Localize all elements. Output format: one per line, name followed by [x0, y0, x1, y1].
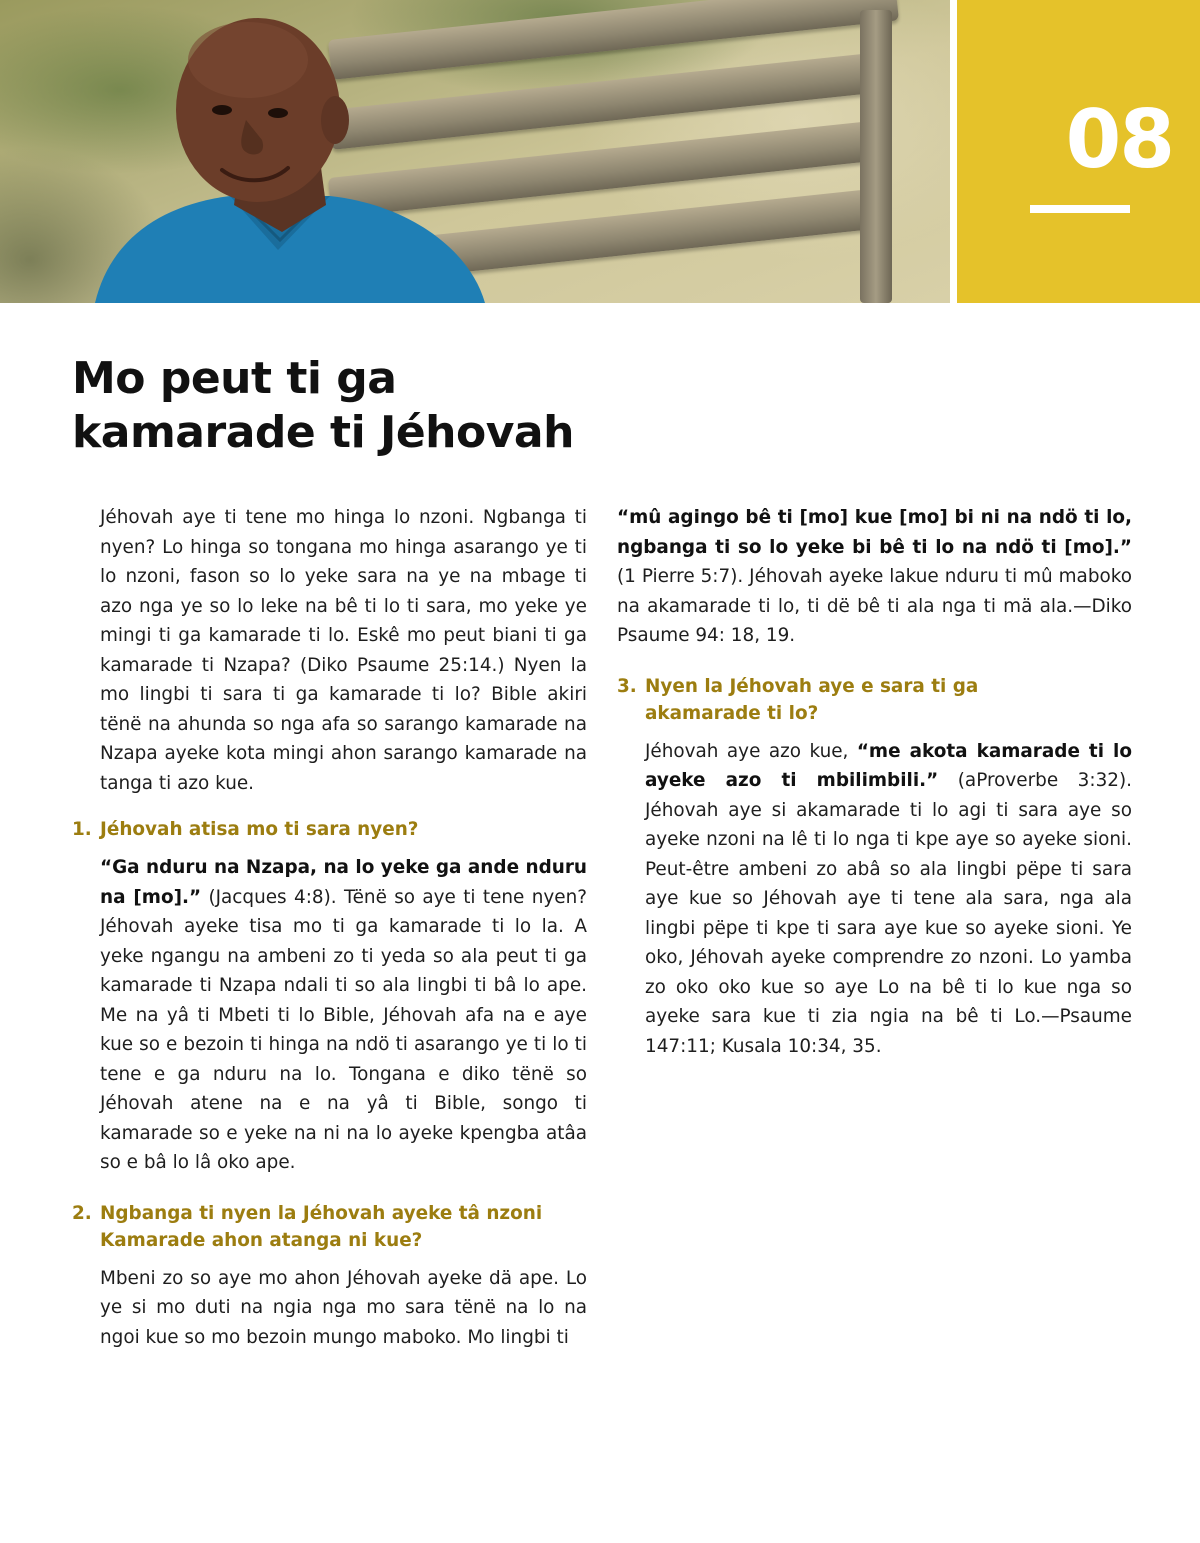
question-text-line-1: Nyen la Jéhovah aye e sara ti ga	[645, 675, 979, 697]
question-number: 1.	[72, 819, 92, 840]
answer-text: Jéhovah aye azo kue,	[645, 740, 857, 762]
answer-text: (Jacques 4:8). Tënë so aye ti tene nyen? Jéhovah ayeke tisa mo ti ga kamarade ti lo la. A yeke ngangu na ambeni zo ti yeda so ala peut ti ga kamarade ti Nzapa ndali ti so ala lingbi ti bâ lo ape. Me na yâ ti Mbeti ti lo Bible, Jéhovah afa na e aye kue so e bezoin ti hinga na ndö ti asarango ye ti lo ti tene e ga nduru na lo. Tongana e diko tënë so Jéhovah atene na e na yâ ti Bible, songo ti kamarade so e yeke na ni na lo ayeke kpengba atâa so e bâ lo lâ oko ape.	[100, 886, 587, 1173]
smiling-man-illustration	[0, 0, 950, 303]
answer-paragraph-2-cont	[617, 503, 1132, 651]
left-column	[72, 503, 587, 1352]
chapter-number: 08	[1065, 93, 1173, 186]
chapter-badge	[957, 0, 1200, 303]
right-column	[617, 503, 1132, 1061]
scripture-quote: “mû agingo bê ti [mo] kue [mo] bi ni na ndö ti lo, ngbanga ti so lo yeke bi bê ti lo na ndö ti [mo].”	[617, 507, 1132, 558]
question-text-line-2: Kamarade ahon atanga ni kue?	[100, 1229, 423, 1251]
answer-text: (1 Pierre 5:7). Jéhovah ayeke lakue nduru ti mû maboko na akamarade ti lo, ti dë bê ti ala nga ti mä ala.—Diko Psaume 94: 18, 19.	[617, 566, 1132, 646]
question-number: 3.	[617, 675, 637, 697]
question-2	[72, 1200, 587, 1254]
title-line-1: Mo peut ti ga	[72, 353, 397, 404]
answer-text: (aProverbe 3:32). Jéhovah aye si akamarade ti lo agi ti sara aye so ayeke nzoni na lê ti lo nga ti kpe aye so ayeke sioni. Peut-être ambeni zo abâ so ala lingbi pëpe ti sara aye kue so Jéhovah aye ti tene ala sara, nga ala lingbi pëpe ti kpe ti sara aye kue so ayeke sioni. Ye oko, Jéhovah ayeke comprendre zo nzoni. Lo yamba zo oko oko kue so aye Lo na bê ti lo kue nga so ayeke sara kue ti zia ngia na bê ti Lo.—Psaume 147:11; Kusala 10:34, 35.	[645, 770, 1132, 1057]
chapter-underline	[1030, 205, 1130, 213]
answer-paragraph-2-start	[100, 1264, 587, 1353]
hero-photo	[0, 0, 950, 303]
intro-paragraph: Jéhovah aye ti tene mo hinga lo nzoni. Ngbanga ti nyen? Lo hinga so tongana mo hinga asarango ye ti lo nzoni, fason so lo yeke sara na ye na mbage ti azo nga ye so lo leke na bê ti lo ti sara, mo yeke ye mingi ti ga kamarade ti lo. Eskê mo peut biani ti ga kamarade ti Nzapa? (Diko Psaume 25:14.) Nyen la mo lingbi ti sara ti ga kamarade ti lo? Bible akiri tënë na ahunda so nga afa so sarango kamarade na Nzapa ayeke kota mingi ahon sarango kamarade na tanga ti azo kue.	[100, 507, 587, 794]
title-line-2: kamarade ti Jéhovah	[72, 407, 574, 458]
answer-text: Mbeni zo so aye mo ahon Jéhovah ayeke dä ape. Lo ye si mo duti na ngia nga mo sara tënë na lo na ngoi kue so mo bezoin mungo maboko. Mo lingbi ti	[100, 1267, 587, 1348]
page-title	[72, 352, 772, 460]
answer-paragraph-1	[100, 853, 587, 1178]
question-text: Jéhovah atisa mo ti sara nyen?	[100, 819, 419, 840]
scripture-quote: “Ga nduru na Nzapa, na lo yeke ga ande nduru na [mo].”	[100, 857, 587, 908]
question-text-line-2: akamarade ti lo?	[645, 702, 819, 724]
question-number: 2.	[72, 1202, 92, 1224]
scripture-quote: “me akota kamarade ti lo ayeke azo ti mbilimbili.”	[645, 740, 1132, 791]
answer-paragraph-3	[645, 737, 1132, 1062]
question-text-line-1: Ngbanga ti nyen la Jéhovah ayeke tâ nzoni	[100, 1202, 543, 1224]
question-3	[617, 673, 1132, 727]
question-1	[72, 816, 587, 843]
